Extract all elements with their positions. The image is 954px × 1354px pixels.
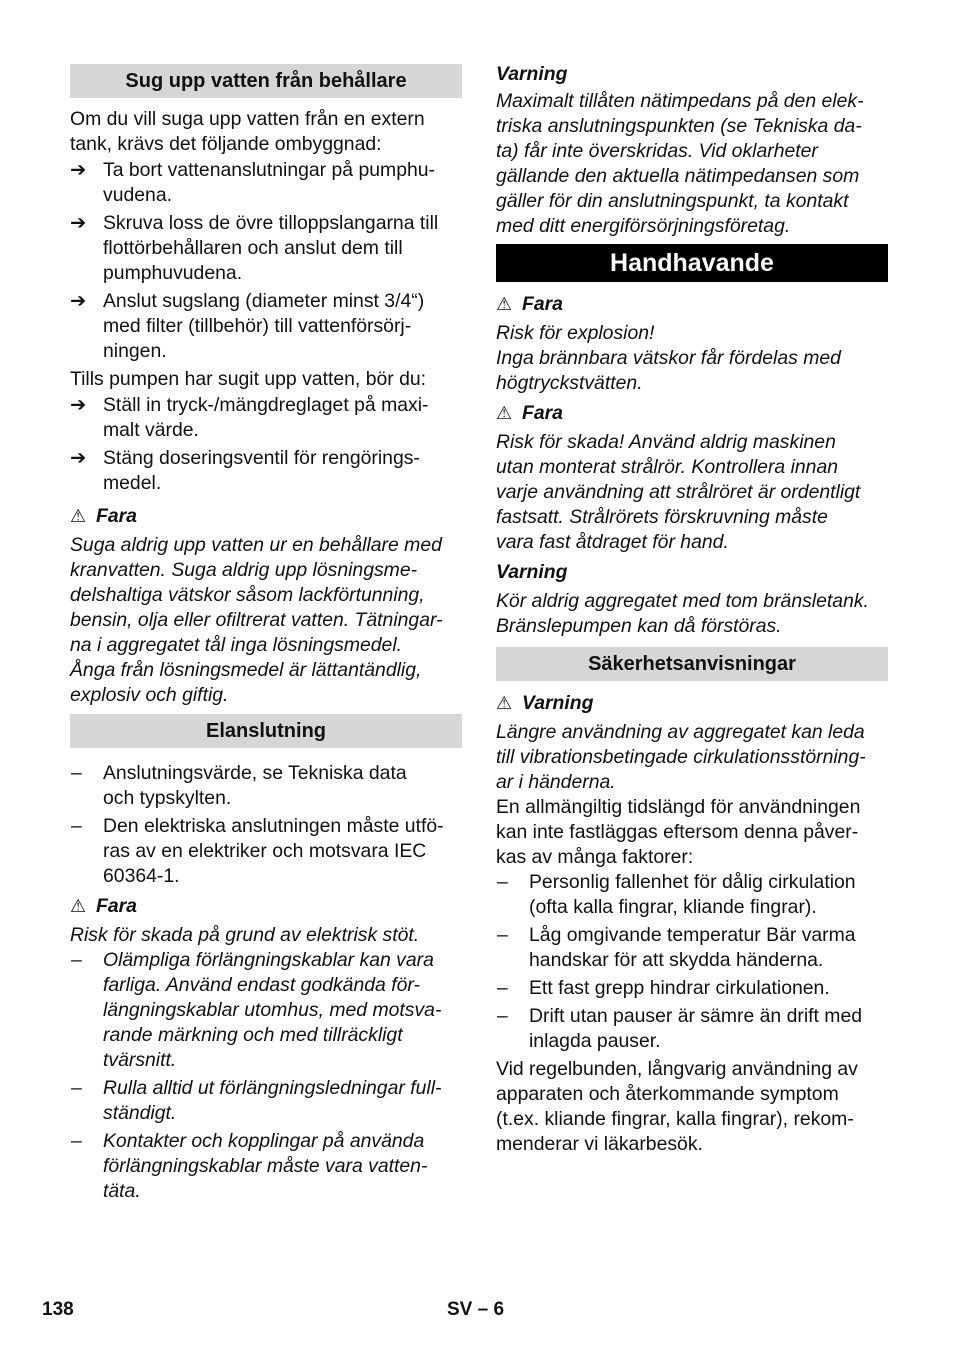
- warning-label-text: Fara: [96, 895, 137, 917]
- warning-text-varning-1: [496, 89, 888, 239]
- text-line: längningskablar utomhus, med motsva-: [103, 999, 442, 1021]
- warning-label-fara-3: [496, 292, 888, 317]
- arrow-right-icon: ➔: [70, 447, 87, 469]
- list-item-text: [529, 871, 856, 918]
- warning-text-fara-3: [496, 321, 888, 396]
- step-list-2: [70, 393, 462, 496]
- text-line: Om du vill suga upp vatten från en extern: [70, 108, 425, 130]
- text-line: Den elektriska anslutningen måste utfö-: [103, 815, 444, 837]
- text-line: handskar för att skydda händerna.: [529, 949, 824, 971]
- text-line: Stäng doseringsventil för rengörings-: [103, 447, 420, 469]
- dash-bullet-icon: –: [497, 871, 508, 893]
- text-line: gällande den aktuella nätimpedansen som: [496, 165, 860, 187]
- text-line: farliga. Använd endast godkända för-: [103, 974, 420, 996]
- text-line: Kör aldrig aggregatet med tom bränsletank.: [496, 590, 869, 612]
- text-line: täta.: [103, 1180, 141, 1202]
- text-line: till vibrationsbetingade cirkulationsstörning-: [496, 746, 866, 768]
- list-item: [70, 1076, 462, 1126]
- text-line: gäller för din anslutningspunkt, ta kontakt: [496, 190, 849, 212]
- text-line: menderar vi läkarbesök.: [496, 1133, 703, 1155]
- list-item: [496, 976, 888, 1001]
- warning-text-varning-2: [496, 589, 888, 639]
- language-code: SV: [447, 1299, 473, 1320]
- safety-closing-paragraph: [496, 1057, 888, 1157]
- warning-label-varning-2: Varning: [496, 561, 568, 583]
- list-item-text: [529, 977, 830, 999]
- list-item: [496, 923, 888, 973]
- text-line: ar i händerna.: [496, 771, 616, 793]
- text-line: flottörbehållaren och anslut dem till: [103, 237, 403, 259]
- text-line: Ånga från lösningsmedel är lättantändlig,: [70, 659, 422, 681]
- text-line: Längre användning av aggregatet kan leda: [496, 721, 865, 743]
- text-line: förlängningskablar måste vara vatten-: [103, 1155, 428, 1177]
- list-item: [70, 393, 462, 443]
- text-line: med filter (tillbehör) till vattenförsörj-: [103, 315, 412, 337]
- text-line: (t.ex. kliande fingrar, kalla fingrar), rekom-: [496, 1108, 854, 1130]
- fara-2-list: [70, 948, 462, 1204]
- page-number: 138: [42, 1299, 74, 1320]
- text-line: tvärsnitt.: [103, 1049, 177, 1071]
- warning-triangle-icon: ⚠: [70, 506, 87, 526]
- warning-triangle-icon: ⚠: [496, 403, 513, 423]
- dash-bullet-icon: –: [71, 1130, 82, 1152]
- text-line: kranvatten. Suga aldrig upp lösningsme-: [70, 559, 418, 581]
- text-line: Personlig fallenhet för dålig cirkulation: [529, 871, 856, 893]
- text-line: malt värde.: [103, 419, 199, 441]
- text-line: vara fast åtdraget för hand.: [496, 531, 729, 553]
- text-line: ningen.: [103, 340, 167, 362]
- list-item: [70, 814, 462, 889]
- text-line: kas av många faktorer:: [496, 846, 694, 868]
- section-heading-water-intake: Sug upp vatten från behållare: [70, 64, 462, 98]
- warning-label-text: Fara: [522, 293, 563, 315]
- text-line: explosiv och giftig.: [70, 684, 229, 706]
- warning-text-varning-3: [496, 720, 888, 795]
- intro-text: [70, 107, 462, 157]
- right-column: [496, 0, 888, 1157]
- text-line: Anslut sugslang (diameter minst 3/4“): [103, 290, 425, 312]
- text-line: varje användning att strålröret är ordentligt: [496, 481, 861, 503]
- dash-bullet-icon: –: [71, 815, 82, 837]
- text-line: rande märkning och med tillräckligt: [103, 1024, 403, 1046]
- text-line: Olämpliga förlängningskablar kan vara: [103, 949, 434, 971]
- left-column: [70, 0, 462, 1207]
- dash-bullet-icon: –: [497, 1005, 508, 1027]
- warning-text-fara-2: Risk för skada på grund av elektrisk stöt.: [70, 924, 420, 946]
- text-line: na i aggregatet tål inga lösningsmedel.: [70, 634, 403, 656]
- list-item-text: [103, 1130, 427, 1202]
- list-item-text: [529, 1005, 862, 1052]
- text-line: inlagda pauser.: [529, 1030, 661, 1052]
- elanslutning-list: [70, 761, 462, 889]
- warning-text-fara-1: [70, 533, 462, 708]
- list-item: [70, 948, 462, 1073]
- list-item: [70, 289, 462, 364]
- warning-text-fara-4: [496, 430, 888, 555]
- list-item: [70, 446, 462, 496]
- text-line: ras av en elektriker och motsvara IEC: [103, 840, 427, 862]
- text-line: Bränslepumpen kan då förstöras.: [496, 615, 782, 637]
- list-item-text: [103, 394, 428, 441]
- warning-label-varning-1: Varning: [496, 63, 568, 85]
- text-line: Vid regelbunden, långvarig användning av: [496, 1058, 858, 1080]
- warning-label-varning-3: [496, 691, 888, 716]
- list-item-text: [103, 159, 435, 206]
- warning-label-fara-1: [70, 504, 462, 529]
- text-line: med ditt energiförsörjningsföretag.: [496, 215, 791, 237]
- text-line: och typskylten.: [103, 787, 232, 809]
- text-line: Låg omgivande temperatur Bär varma: [529, 924, 856, 946]
- warning-label-text: Varning: [522, 692, 594, 714]
- text-line: ständigt.: [103, 1102, 177, 1124]
- list-item-text: [103, 447, 420, 494]
- text-line: (ofta kalla fingrar, kliande fingrar).: [529, 896, 817, 918]
- text-line: Inga brännbara vätskor får fördelas med: [496, 347, 841, 369]
- text-line: apparaten och återkommande symptom: [496, 1083, 839, 1105]
- dash-bullet-icon: –: [71, 1077, 82, 1099]
- safety-paragraph: [496, 795, 888, 870]
- text-line: medel.: [103, 472, 162, 494]
- list-item: [70, 158, 462, 208]
- text-line: fastsatt. Strålrörets förskruvning måste: [496, 506, 828, 528]
- text-line: pumphuvudena.: [103, 262, 243, 284]
- text-line: bensin, olja eller ofiltrerat vatten. Tätningar-: [70, 609, 443, 631]
- warning-label-text: Fara: [96, 505, 137, 527]
- warning-triangle-icon: ⚠: [70, 896, 87, 916]
- arrow-right-icon: ➔: [70, 159, 87, 181]
- text-line: 60364-1.: [103, 865, 180, 887]
- list-item-text: [103, 949, 441, 1071]
- text-line: Anslutningsvärde, se Tekniska data: [103, 762, 407, 784]
- dash-bullet-icon: –: [497, 924, 508, 946]
- section-page-ref: – 6: [477, 1299, 505, 1320]
- list-item: [70, 1129, 462, 1204]
- text-line: utan monterat strålrör. Kontrollera innan: [496, 456, 839, 478]
- arrow-right-icon: ➔: [70, 212, 87, 234]
- warning-label-fara-4: [496, 401, 888, 426]
- text-line: delshaltiga vätskor såsom lackförtunning,: [70, 584, 425, 606]
- dash-bullet-icon: –: [71, 949, 82, 971]
- text-line: En allmängiltig tidslängd för användningen: [496, 796, 861, 818]
- section-heading-sakerhet: Säkerhetsanvisningar: [496, 647, 888, 681]
- text-line: Drift utan pauser är sämre än drift med: [529, 1005, 863, 1027]
- text-line: Kontakter och kopplingar på använda: [103, 1130, 425, 1152]
- list-item-text: [103, 1077, 441, 1124]
- text-line: triska anslutningspunkten (se Tekniska da-: [496, 115, 862, 137]
- warning-label-fara-2: [70, 894, 462, 919]
- safety-factor-list: [496, 870, 888, 1054]
- text-line: Maximalt tillåten nätimpedans på den elek-: [496, 90, 864, 112]
- text-line: Ställ in tryck-/mängdreglaget på maxi-: [103, 394, 429, 416]
- list-item-text: [103, 815, 444, 887]
- text-line: Rulla alltid ut förlängningsledningar full-: [103, 1077, 442, 1099]
- list-item-text: [103, 762, 407, 809]
- text-line: vudena.: [103, 184, 173, 206]
- list-item-text: [103, 212, 438, 284]
- text-line: Suga aldrig upp vatten ur en behållare med: [70, 534, 442, 556]
- text-line: ta) får inte överskridas. Vid oklarheter: [496, 140, 818, 162]
- list-item-text: [529, 924, 856, 971]
- mid-text: Tills pumpen har sugit upp vatten, bör du:: [70, 368, 427, 390]
- step-list-1: [70, 158, 462, 364]
- warning-label-text: Fara: [522, 402, 563, 424]
- arrow-right-icon: ➔: [70, 394, 87, 416]
- main-heading-handhavande: Handhavande: [496, 244, 888, 282]
- list-item: [496, 1004, 888, 1054]
- warning-triangle-icon: ⚠: [496, 294, 513, 314]
- list-item: [70, 211, 462, 286]
- section-heading-elanslutning: Elanslutning: [70, 714, 462, 748]
- list-item: [496, 870, 888, 920]
- dash-bullet-icon: –: [71, 762, 82, 784]
- text-line: tank, krävs det följande ombyggnad:: [70, 133, 382, 155]
- arrow-right-icon: ➔: [70, 290, 87, 312]
- page-language-ref: [447, 1297, 504, 1322]
- text-line: Ett fast grepp hindrar cirkulationen.: [529, 977, 830, 999]
- text-line: högtryckstvätten.: [496, 372, 643, 394]
- text-line: Skruva loss de övre tilloppslangarna till: [103, 212, 439, 234]
- text-line: Ta bort vattenanslutningar på pumphu-: [103, 159, 436, 181]
- text-line: kan inte fastläggas eftersom denna påver-: [496, 821, 859, 843]
- warning-triangle-icon: ⚠: [496, 693, 513, 713]
- dash-bullet-icon: –: [497, 977, 508, 999]
- list-item-text: [103, 290, 424, 362]
- text-line: Risk för skada! Använd aldrig maskinen: [496, 431, 836, 453]
- list-item: [70, 761, 462, 811]
- text-line: Risk för explosion!: [496, 322, 655, 344]
